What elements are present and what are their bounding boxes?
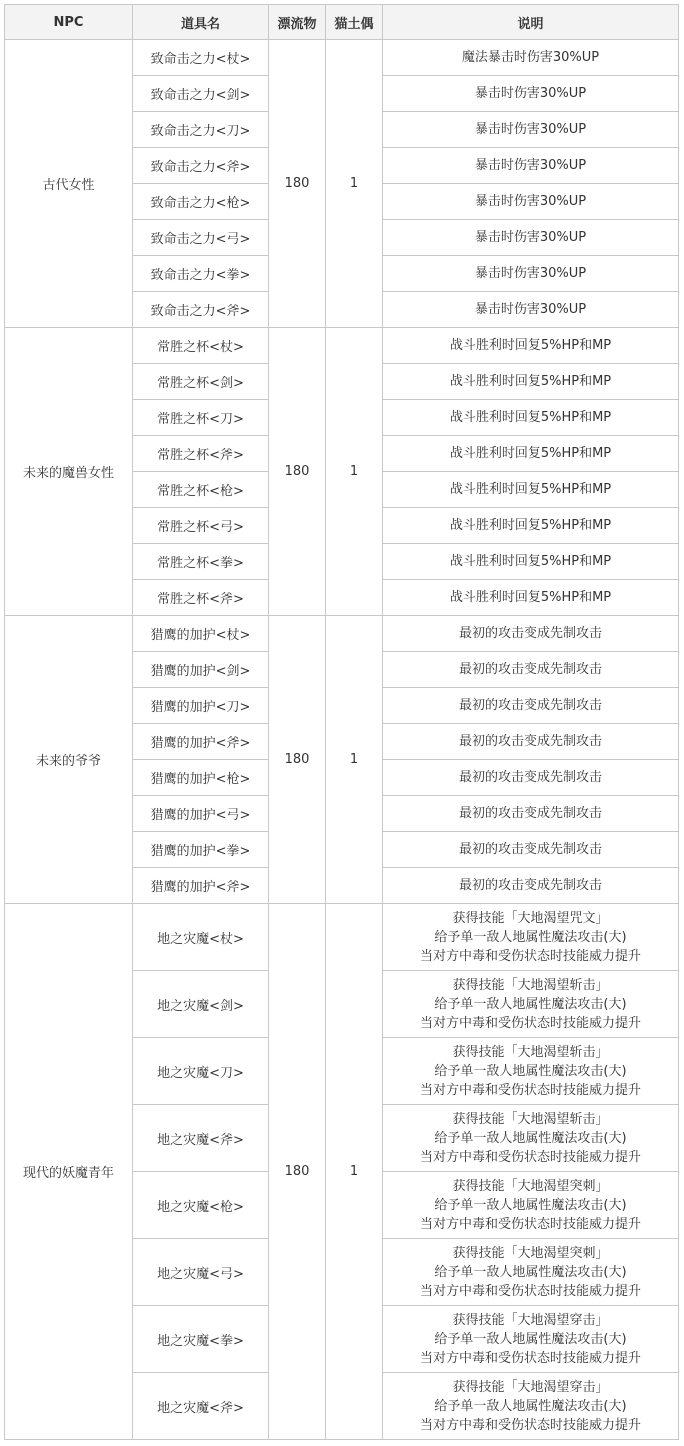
npc-cell: 现代的妖魔青年 [5,904,133,1440]
description-line: 获得技能「大地渴望突刺」 [452,1178,609,1194]
description-line: 获得技能「大地渴望穿击」 [452,1379,609,1395]
description-cell [383,292,679,328]
cat-doll-count-cell: 1 [326,328,383,616]
description-line: 战斗胜利时回复5%HP和MP [449,374,612,389]
description-line: 获得技能「大地渴望斩击」 [452,977,609,993]
drift-count-cell: 180 [269,40,326,328]
description-cell [383,971,679,1038]
item-name-cell: 常胜之杯<斧> [133,580,269,616]
item-name-cell: 猎鹰的加护<斧> [133,724,269,760]
header-item-name: 道具名 [133,5,269,40]
item-name-cell: 地之灾魔<枪> [133,1172,269,1239]
description-line: 当对方中毒和受伤状态时技能威力提升 [419,1149,641,1165]
item-name-cell: 猎鹰的加护<剑> [133,652,269,688]
table-row [5,40,679,76]
item-name-cell: 常胜之杯<枪> [133,472,269,508]
description-cell [383,400,679,436]
header-npc: NPC [5,5,133,40]
description-cell [383,1105,679,1172]
description-cell [383,544,679,580]
table-row [5,904,679,971]
item-name-cell: 常胜之杯<杖> [133,328,269,364]
description-cell [383,904,679,971]
description-line: 获得技能「大地渴望斩击」 [452,1044,609,1060]
item-name-cell: 猎鹰的加护<斧> [133,868,269,904]
description-cell [383,508,679,544]
description-cell [383,436,679,472]
description-cell [383,724,679,760]
item-name-cell: 致命击之力<弓> [133,220,269,256]
item-name-cell: 常胜之杯<剑> [133,364,269,400]
description-line: 战斗胜利时回复5%HP和MP [449,338,612,353]
item-name-cell: 猎鹰的加护<杖> [133,616,269,652]
item-name-cell: 地之灾魔<杖> [133,904,269,971]
item-name-cell: 猎鹰的加护<拳> [133,832,269,868]
description-line: 最初的攻击变成先制攻击 [458,770,602,785]
description-cell [383,760,679,796]
item-name-cell: 致命击之力<剑> [133,76,269,112]
npc-cell: 未来的魔兽女性 [5,328,133,616]
description-line: 暴击时伤害30%UP [474,266,587,281]
table-body [5,40,679,1440]
item-name-cell: 地之灾魔<斧> [133,1105,269,1172]
description-cell [383,256,679,292]
description-cell [383,184,679,220]
description-line: 最初的攻击变成先制攻击 [458,806,602,821]
description-line: 最初的攻击变成先制攻击 [458,734,602,749]
npc-cell: 未来的爷爷 [5,616,133,904]
description-line: 当对方中毒和受伤状态时技能威力提升 [419,1283,641,1299]
description-line: 给予单一敌人地属性魔法攻击(大) [434,1063,627,1079]
description-cell [383,832,679,868]
description-line: 当对方中毒和受伤状态时技能威力提升 [419,1082,641,1098]
item-name-cell: 地之灾魔<剑> [133,971,269,1038]
description-line: 给予单一敌人地属性魔法攻击(大) [434,1331,627,1347]
description-line: 暴击时伤害30%UP [474,302,587,317]
description-line: 最初的攻击变成先制攻击 [458,662,602,677]
description-cell [383,364,679,400]
item-name-cell: 地之灾魔<弓> [133,1239,269,1306]
description-cell [383,796,679,832]
item-name-cell: 猎鹰的加护<弓> [133,796,269,832]
description-cell [383,580,679,616]
header-cat-doll: 猫土偶 [326,5,383,40]
description-line: 战斗胜利时回复5%HP和MP [449,482,612,497]
description-line: 战斗胜利时回复5%HP和MP [449,446,612,461]
description-cell [383,220,679,256]
description-cell [383,112,679,148]
item-name-cell: 致命击之力<斧> [133,148,269,184]
description-cell [383,688,679,724]
description-line: 给予单一敌人地属性魔法攻击(大) [434,1197,627,1213]
description-line: 暴击时伤害30%UP [474,230,587,245]
description-cell [383,1038,679,1105]
description-cell [383,1239,679,1306]
description-line: 战斗胜利时回复5%HP和MP [449,590,612,605]
description-line: 暴击时伤害30%UP [474,194,587,209]
drift-count-cell: 180 [269,616,326,904]
cat-doll-count-cell: 1 [326,616,383,904]
description-cell [383,472,679,508]
item-name-cell: 常胜之杯<拳> [133,544,269,580]
item-name-cell: 地之灾魔<拳> [133,1306,269,1373]
item-name-cell: 致命击之力<斧> [133,292,269,328]
description-line: 暴击时伤害30%UP [474,122,587,137]
description-line: 给予单一敌人地属性魔法攻击(大) [434,1130,627,1146]
item-table [4,4,679,1440]
table-row [5,328,679,364]
drift-count-cell: 180 [269,904,326,1440]
description-cell [383,616,679,652]
item-name-cell: 猎鹰的加护<刀> [133,688,269,724]
item-name-cell: 猎鹰的加护<枪> [133,760,269,796]
item-name-cell: 致命击之力<枪> [133,184,269,220]
description-line: 当对方中毒和受伤状态时技能威力提升 [419,1015,641,1031]
item-name-cell: 常胜之杯<斧> [133,436,269,472]
item-name-cell: 地之灾魔<斧> [133,1373,269,1440]
table-row [5,616,679,652]
header-description: 说明 [383,5,679,40]
description-line: 获得技能「大地渴望斩击」 [452,1111,609,1127]
description-line: 最初的攻击变成先制攻击 [458,878,602,893]
description-line: 暴击时伤害30%UP [474,158,587,173]
description-line: 获得技能「大地渴望突刺」 [452,1245,609,1261]
item-name-cell: 致命击之力<拳> [133,256,269,292]
description-line: 给予单一敌人地属性魔法攻击(大) [434,1398,627,1414]
description-line: 获得技能「大地渴望穿击」 [452,1312,609,1328]
description-cell [383,652,679,688]
description-line: 战斗胜利时回复5%HP和MP [449,410,612,425]
description-line: 暴击时伤害30%UP [474,86,587,101]
description-line: 最初的攻击变成先制攻击 [458,626,602,641]
description-line: 给予单一敌人地属性魔法攻击(大) [434,929,627,945]
description-line: 魔法暴击时伤害30%UP [461,50,600,65]
item-name-cell: 地之灾魔<刀> [133,1038,269,1105]
description-cell [383,1172,679,1239]
description-line: 当对方中毒和受伤状态时技能威力提升 [419,1350,641,1366]
cat-doll-count-cell: 1 [326,40,383,328]
item-name-cell: 致命击之力<杖> [133,40,269,76]
item-name-cell: 常胜之杯<弓> [133,508,269,544]
drift-count-cell: 180 [269,328,326,616]
description-cell [383,1306,679,1373]
description-line: 最初的攻击变成先制攻击 [458,698,602,713]
cat-doll-count-cell: 1 [326,904,383,1440]
npc-cell: 古代女性 [5,40,133,328]
description-line: 最初的攻击变成先制攻击 [458,842,602,857]
description-line: 当对方中毒和受伤状态时技能威力提升 [419,948,641,964]
description-line: 获得技能「大地渴望咒文」 [452,910,609,926]
description-line: 当对方中毒和受伤状态时技能威力提升 [419,1417,641,1433]
description-cell [383,40,679,76]
description-line: 给予单一敌人地属性魔法攻击(大) [434,996,627,1012]
description-line: 给予单一敌人地属性魔法攻击(大) [434,1264,627,1280]
description-cell [383,1373,679,1440]
description-cell [383,868,679,904]
header-drift: 漂流物 [269,5,326,40]
description-line: 战斗胜利时回复5%HP和MP [449,518,612,533]
description-cell [383,76,679,112]
description-cell [383,328,679,364]
item-name-cell: 常胜之杯<刀> [133,400,269,436]
description-cell [383,148,679,184]
header-row [5,5,679,40]
item-name-cell: 致命击之力<刀> [133,112,269,148]
description-line: 战斗胜利时回复5%HP和MP [449,554,612,569]
description-line: 当对方中毒和受伤状态时技能威力提升 [419,1216,641,1232]
